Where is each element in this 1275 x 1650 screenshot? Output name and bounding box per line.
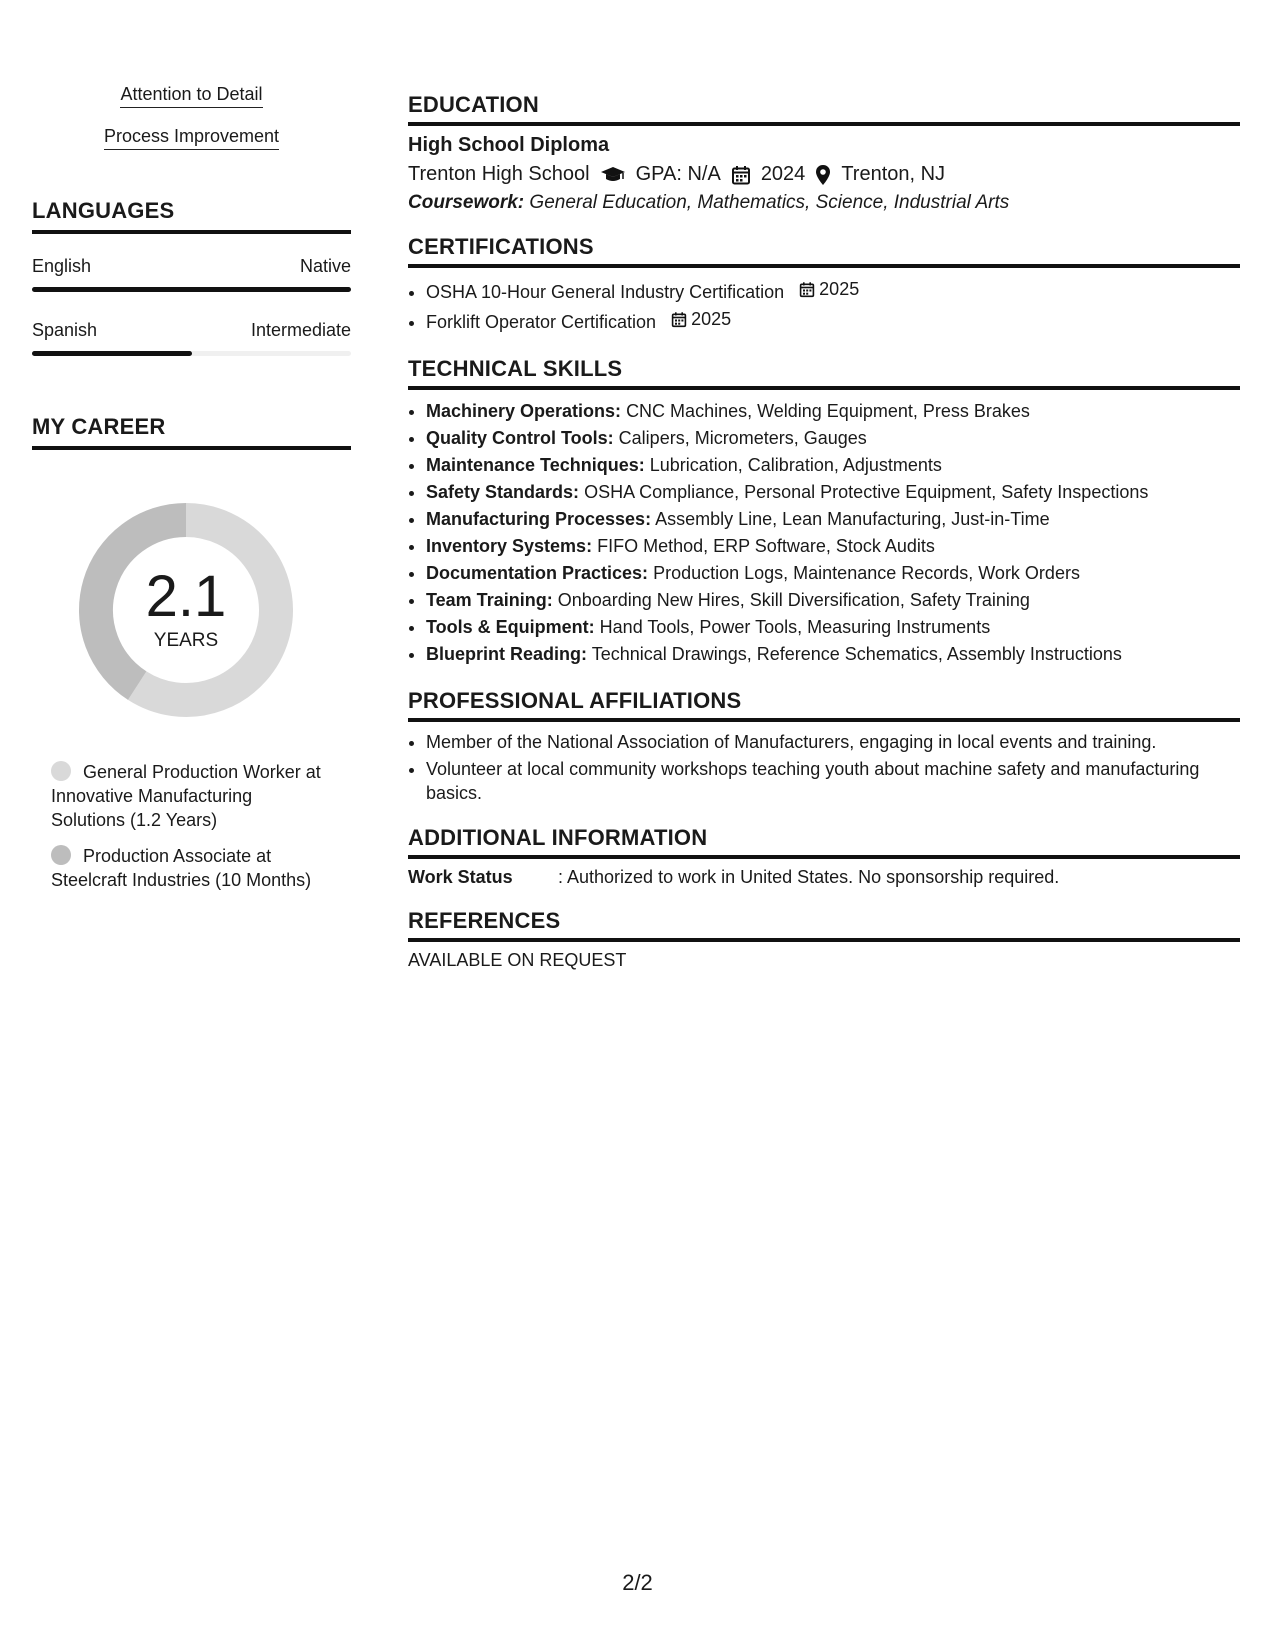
language-bar-fill: [32, 351, 192, 356]
career-total-value: 2.1: [145, 564, 227, 629]
certifications-heading: CERTIFICATIONS: [408, 234, 1240, 268]
calendar-icon: [671, 311, 687, 328]
career-section: [32, 414, 351, 892]
language-level: Native: [299, 256, 351, 276]
technical-skill-item: • Machinery Operations: CNC Machines, Welding Equipment, Press Brakes: [426, 398, 1240, 425]
sidebar: [32, 84, 351, 904]
technical-skill-item: • Team Training: Onboarding New Hires, Skill Diversification, Safety Training: [426, 587, 1240, 614]
career-item: General Production Worker at Innovative Manufacturing Solutions (1.2 Years): [51, 762, 321, 830]
language-bar: [32, 351, 351, 356]
references-text: AVAILABLE ON REQUEST: [408, 950, 627, 970]
language-level: Intermediate: [250, 320, 351, 340]
affiliations-heading: PROFESSIONAL AFFILIATIONS: [408, 688, 1240, 722]
languages-section: [32, 198, 351, 356]
references-section: [408, 908, 1240, 971]
education-details: [408, 163, 1240, 186]
work-status: [408, 867, 1240, 888]
career-heading: MY CAREER: [32, 414, 351, 450]
certification-item: • Forklift Operator Certification 2025: [426, 306, 1240, 336]
language-name: Spanish: [32, 320, 98, 340]
technical-skill-item: • Documentation Practices: Production Logs, Maintenance Records, Work Orders: [426, 560, 1240, 587]
language-bar-fill: [32, 287, 351, 292]
graduation-cap-icon: [600, 165, 626, 185]
career-legend-dot: [51, 761, 71, 781]
languages-heading: LANGUAGES: [32, 198, 351, 234]
calendar-icon: [799, 281, 815, 298]
affiliation-item: • Member of the National Association of Manufacturers, engaging in local events and training.: [426, 730, 1240, 754]
calendar-icon: [731, 165, 751, 185]
education-section: [408, 92, 1240, 214]
education-heading: EDUCATION: [408, 92, 1240, 126]
language-english: [32, 256, 351, 292]
certification-item: • OSHA 10-Hour General Industry Certification 2025: [426, 276, 1240, 306]
language-spanish: [32, 320, 351, 356]
career-donut: [66, 490, 306, 730]
page-number: 2/2: [622, 1570, 653, 1595]
coursework: Coursework: General Education, Mathematics, Science, Industrial Arts: [408, 192, 1010, 213]
skill-tag: Process Improvement: [32, 126, 351, 150]
additional-info-section: [408, 825, 1240, 888]
work-status-value: : Authorized to work in United States. No sponsorship required.: [558, 867, 1060, 887]
additional-info-heading: ADDITIONAL INFORMATION: [408, 825, 1240, 859]
technical-skill-item: • Safety Standards: OSHA Compliance, Personal Protective Equipment, Safety Inspections: [426, 479, 1240, 506]
language-bar: [32, 287, 351, 292]
school-location: Trenton, NJ: [841, 163, 946, 185]
career-total-unit: YEARS: [153, 630, 219, 651]
affiliations-section: [408, 688, 1240, 805]
language-name: English: [32, 256, 92, 276]
school-name: Trenton High School: [408, 163, 590, 185]
location-pin-icon: [815, 164, 831, 186]
technical-skill-item: • Quality Control Tools: Calipers, Micrometers, Gauges: [426, 425, 1240, 452]
certification-year: 2025: [691, 309, 732, 329]
technical-skill-item: • Blueprint Reading: Technical Drawings, Reference Schematics, Assembly Instructions: [426, 641, 1240, 668]
technical-skills-heading: TECHNICAL SKILLS: [408, 356, 1240, 390]
technical-skill-item: • Inventory Systems: FIFO Method, ERP Software, Stock Audits: [426, 533, 1240, 560]
career-list: [32, 760, 321, 892]
references-heading: REFERENCES: [408, 908, 1240, 942]
technical-skill-item: • Tools & Equipment: Hand Tools, Power Tools, Measuring Instruments: [426, 614, 1240, 641]
certifications-section: [408, 234, 1240, 336]
career-item: Production Associate at Steelcraft Industries (10 Months): [51, 846, 312, 890]
degree-title: High School Diploma: [408, 134, 610, 156]
gpa: GPA: N/A: [635, 163, 721, 185]
skill-tag: Attention to Detail: [32, 84, 351, 108]
work-status-label: Work Status: [408, 867, 513, 887]
certification-year: 2025: [819, 279, 860, 299]
main-content: [408, 92, 1240, 991]
career-legend-dot: [51, 845, 71, 865]
technical-skill-item: • Manufacturing Processes: Assembly Line, Lean Manufacturing, Just-in-Time: [426, 506, 1240, 533]
technical-skill-item: • Maintenance Techniques: Lubrication, Calibration, Adjustments: [426, 452, 1240, 479]
graduation-year: 2024: [760, 163, 806, 185]
technical-skills-section: [408, 356, 1240, 668]
affiliation-item: • Volunteer at local community workshops teaching youth about machine safety and manufacturing basics.: [426, 757, 1240, 805]
